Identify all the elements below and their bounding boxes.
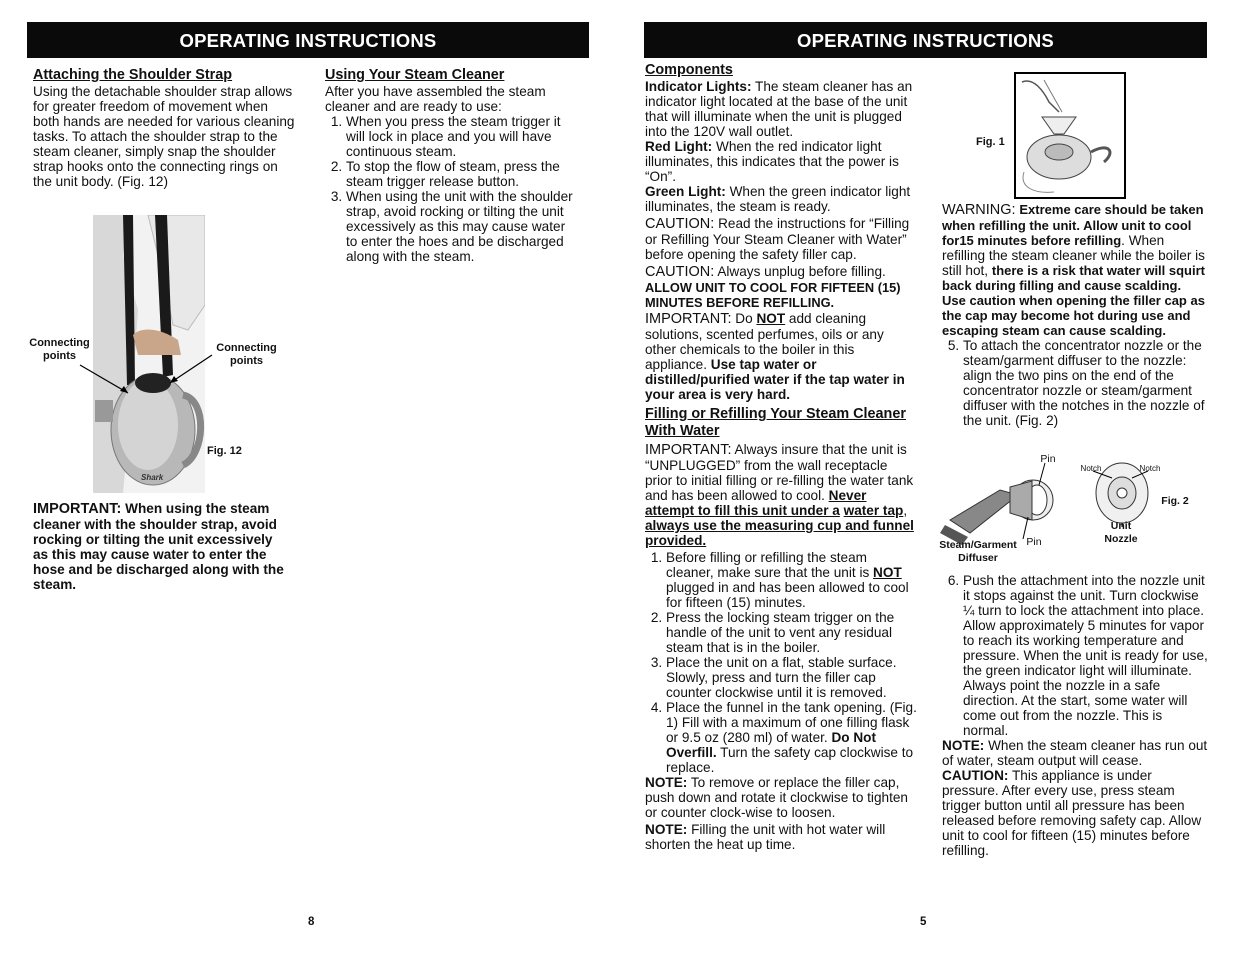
using-step-2: 2. To stop the flow of steam, press the steam trigger release button. bbox=[346, 159, 573, 189]
components-important-not: NOT bbox=[756, 311, 786, 326]
caution1-text: Read the instructions for “Filling or Refilling Your Steam Cleaner with Water” before opening the safety filler cap. bbox=[645, 216, 910, 262]
note1-lead: NOTE: bbox=[645, 775, 688, 790]
warning-section: WARNING: Extreme care should be taken when refilling the unit. Allow unit to cool for15 minutes before refilling. When refilling the steam cleaner while the boiler is still hot, there is a risk that water will squirt back during filling and cause scalding. Use caution when opening the filler cap as the cap may become hot during use and escaping steam can cause scalding. 5. To attach the concentrator nozzle or the steam/garment diffuser to the nozzle: align the two pins on the end of the concentrator nozzle or steam/garment diffuser with the notches in the nozzle of the unit. (Fig. 2) bbox=[942, 202, 1208, 428]
green-light-text: When the green indicator light illuminates, the steam is ready. bbox=[645, 184, 911, 214]
filling-never-b: water tap bbox=[843, 503, 904, 518]
note2-text: Filling the unit with hot water will shorten the heat up time. bbox=[645, 822, 886, 852]
fig12-label-right: Connecting points bbox=[216, 342, 277, 367]
red-light-lead: Red Light: bbox=[645, 139, 713, 154]
note1-text: To remove or replace the filler cap, push down and rotate it clockwise to tighten or counter clock-wise to loosen. bbox=[645, 775, 908, 820]
components-important-bold: Use tap water or distilled/purified water if the tap water in your area is very hard. bbox=[645, 357, 905, 402]
components-section: Components Indicator Lights: The steam cleaner has an indicator light located at the base of the unit that will illuminate when the unit is plugged into the 120V wall outlet. Red Light: When the red indicator light illuminates, this indicates that the power is “On”. Green Light: When the green indicator light illuminates, the steam is ready. CAUTION: Read the instructions for “Filling or Refilling Your Steam Cleaner with Water” before opening the safety filler cap. CAUTION: Always unplug before filling. ALLOW UNIT TO COOL FOR FIFTEEN (15) MINUTES BEFORE REFILLING. IMPORTANT: Do NOT add cleaning solutions, scented perfumes, oils or any other chemicals to the boiler in this appliance. Use tap water or distilled/purified water if the tap water in your area is very hard. Filling or Refilling Your Steam Cleaner With Water IMPORTANT: Always insure that the unit is “UNPLUGGED” from the wall receptacle prior to initial filling or re-filling the water tank and has been allowed to cool. Never attempt to fill this unit under a water tap, always use the measuring cup and funnel provided. 1. Before filling or refilling the steam cleaner, make sure that the unit is NOT plugged in and has been allowed to cool for fifteen (15) minutes. 2. Press the locking steam trigger on the handle of the unit to vent any residual steam that is in the boiler. 3. Place the unit on a flat, stable surface. Slowly, press and turn the filler cap counter clockwise until it is removed. 4. Place the funnel in the tank opening. (Fig. 1) Fill with a maximum of one filling flask or 9.5 oz (280 ml) of water. Do Not Overfill. Turn the safety cap clockwise to replace. NOTE: To remove or replace the filler cap, push down and rotate it clockwise to tighten or counter clock-wise to loosen. NOTE: Filling the unit with hot water will shorten the heat up time. bbox=[645, 62, 917, 852]
fig2-caption: Fig. 2 bbox=[1161, 495, 1189, 507]
caution2-lead: CAUTION: bbox=[645, 264, 715, 280]
using-intro: After you have assembled the steam cleaner and are ready to use: bbox=[325, 84, 546, 114]
components-important-do: Do bbox=[735, 311, 753, 326]
fig2-pin-bottom: Pin bbox=[1026, 536, 1042, 548]
components-title: Components bbox=[645, 62, 733, 78]
caution2-text: Always unplug before filling. bbox=[717, 264, 886, 279]
right-page-banner: OPERATING INSTRUCTIONS bbox=[644, 22, 1207, 58]
using-step-1: 1. When you press the steam trigger it will lock in place and you will have continuous steam. bbox=[346, 114, 573, 159]
step6-section bbox=[942, 573, 1210, 858]
filling-step-3: 3. Place the unit on a flat, stable surface. Slowly, press and turn the filler cap counter clockwise until it is removed. bbox=[666, 655, 917, 700]
fig2-pin-top: Pin bbox=[1040, 453, 1056, 465]
filling-title: Filling or Refilling Your Steam Cleaner With Water bbox=[645, 406, 906, 439]
shoulder-strap-section bbox=[33, 67, 295, 189]
warning-text: When refilling the steam cleaner while the boiler is still hot, bbox=[942, 233, 1205, 278]
step-5: 5. To attach the concentrator nozzle or the steam/garment diffuser to the nozzle: align the two pins on the end of the concentrator nozzle or steam/garment diffuser with the notches in the nozzle of the unit. (Fig. 2) bbox=[963, 338, 1208, 428]
warning-bold1: Extreme care should be taken when refilling the unit. Allow unit to cool for15 minutes before refilling bbox=[942, 202, 1204, 248]
fig12-caption: Fig. 12 bbox=[207, 445, 242, 457]
filling-steps bbox=[645, 550, 917, 775]
green-light-lead: Green Light: bbox=[645, 184, 726, 199]
using-steps bbox=[325, 114, 573, 264]
filling-important-lead: IMPORTANT: bbox=[645, 442, 732, 458]
using-step-3: 3. When using the unit with the shoulder strap, avoid rocking or tilting the unit excessively as this may cause water to enter the hoes and be discharged along with the steam. bbox=[346, 189, 573, 264]
shark-logo: Shark bbox=[141, 473, 164, 482]
components-important-text: add cleaning solutions, scented perfumes, oils or any other chemicals to the boiler in this appliance. bbox=[645, 311, 884, 372]
left-page-number: 8 bbox=[308, 916, 315, 928]
filling-important-text: Always insure that the unit is “UNPLUGGED” from the wall receptacle prior to initial filling or re-filling the water tank and has been allowed to cool. bbox=[645, 442, 914, 503]
step-6: 6. Push the attachment into the nozzle unit it stops against the unit. Turn clockwise ¼ turn to lock the attachment into place. Allow approximately 5 minutes for vapor to reach its working temperature and pressure. When the unit is ready for use, the green indicator light will illuminate. Always point the nozzle in a safe direction. At the start, some water will come out from the nozzle. This is normal. bbox=[963, 573, 1210, 738]
indicator-lead: Indicator Lights: bbox=[645, 79, 752, 94]
left-important-text: When using the steam cleaner with the shoulder strap, avoid rocking or tilting the unit excessively as this may cause water to enter the hose and be discharged along with the steam. bbox=[33, 501, 284, 592]
filling-never-c: always use the measuring cup and funnel provided. bbox=[645, 518, 914, 548]
caution3-text: This appliance is under pressure. After every use, press steam trigger button until all pressure has been released before removing safety cap. Allow unit to cool for fifteen (15) minutes before refilling. bbox=[942, 768, 1202, 858]
step-6-list bbox=[942, 573, 1210, 738]
note2-lead: NOTE: bbox=[645, 822, 688, 837]
warning-bold2: there is a risk that water will squirt back during filling and cause scalding. Use caution when opening the filler cap as the cap may become hot during use and escaping steam can cause scalding. bbox=[942, 263, 1205, 338]
red-light-text: When the red indicator light illuminates, this indicates that the power is “On”. bbox=[645, 139, 899, 184]
fig2-unit-nozzle-label: Unit Nozzle bbox=[1104, 520, 1138, 545]
fig2-notch-right: Notch bbox=[1139, 464, 1161, 473]
using-section bbox=[325, 67, 573, 264]
fig2-diffuser-label: Steam/Garment Diffuser bbox=[939, 539, 1017, 564]
filling-step-1: 1. Before filling or refilling the steam cleaner, make sure that the unit is NOT plugged in and has been allowed to cool for fifteen (15) minutes. bbox=[666, 550, 917, 610]
fig1-caption: Fig. 1 bbox=[976, 136, 1005, 148]
fig2-notch-left: Notch bbox=[1080, 464, 1102, 473]
left-important-note bbox=[33, 501, 288, 592]
shoulder-strap-title: Attaching the Shoulder Strap bbox=[33, 67, 233, 83]
filling-step-4: 4. Place the funnel in the tank opening. (Fig. 1) Fill with a maximum of one filling flask or 9.5 oz (280 ml) of water. Do Not Overfill. Turn the safety cap clockwise to replace. bbox=[666, 700, 917, 775]
filling-step-2: 2. Press the locking steam trigger on the handle of the unit to vent any residual steam that is in the boiler. bbox=[666, 610, 917, 655]
right-page-number: 5 bbox=[920, 916, 927, 928]
indicator-text: The steam cleaner has an indicator light located at the base of the unit that will illuminate when the unit is plugged into the 120V wall outlet. bbox=[645, 79, 913, 139]
using-title: Using Your Steam Cleaner bbox=[325, 67, 505, 83]
components-important-lead: IMPORTANT: bbox=[645, 311, 732, 327]
fig1-illustration bbox=[1014, 72, 1126, 199]
filling-never-a: Never attempt to fill this unit under a bbox=[645, 488, 867, 518]
caution2-bold: ALLOW UNIT TO COOL FOR FIFTEEN (15) MINUTES BEFORE REFILLING. bbox=[645, 280, 901, 310]
caution3-lead: CAUTION: bbox=[942, 768, 1009, 783]
fig12-label-left: Connecting points bbox=[29, 337, 90, 362]
step-5-list bbox=[942, 338, 1208, 428]
note3-lead: NOTE: bbox=[942, 738, 985, 753]
shoulder-strap-body: Using the detachable shoulder strap allows for greater freedom of movement when both hands are needed for various cleaning tasks. To attach the shoulder strap to the steam cleaner, simply snap the shoulder strap hooks onto the connecting rings on the unit body. (Fig. 12) bbox=[33, 84, 295, 189]
note3-text: When the steam cleaner has run out of water, steam output will cease. bbox=[942, 738, 1208, 768]
caution1-lead: CAUTION: bbox=[645, 216, 715, 232]
left-page-banner: OPERATING INSTRUCTIONS bbox=[27, 22, 589, 58]
left-important-lead: IMPORTANT: bbox=[33, 501, 122, 517]
warning-lead: WARNING: bbox=[942, 202, 1016, 218]
